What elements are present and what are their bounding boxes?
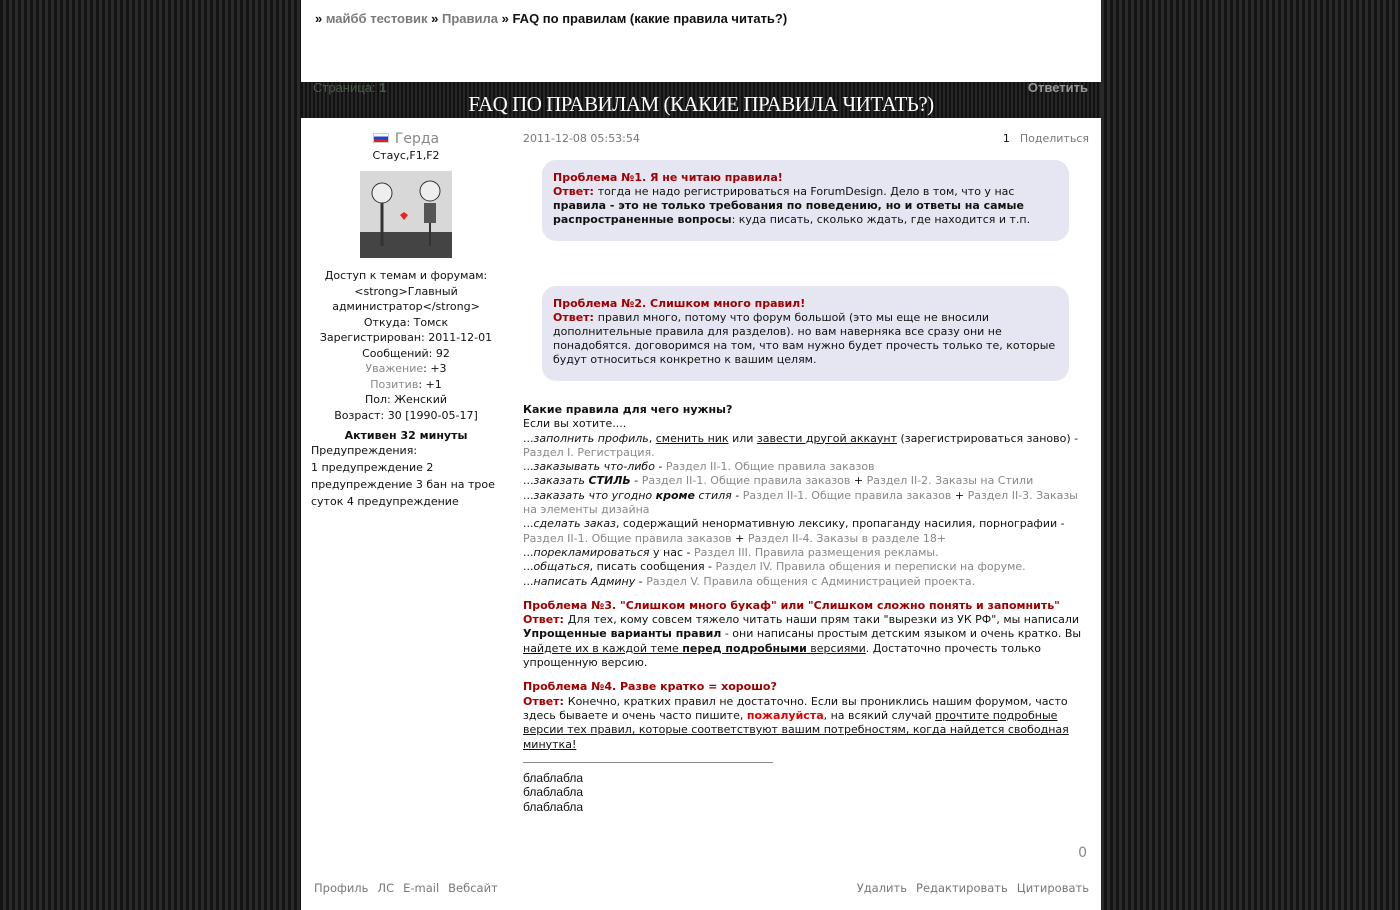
text-segment: + bbox=[731, 531, 748, 545]
breadcrumb-forum[interactable]: майбб тестовик bbox=[325, 11, 428, 26]
forum-page bbox=[301, 0, 1101, 910]
author-registered: Зарегистрирован: 2011-12-01 bbox=[319, 331, 493, 344]
post-content bbox=[523, 160, 1089, 752]
post-rating[interactable]: 0 bbox=[1078, 845, 1087, 861]
respect-link[interactable]: Уважение bbox=[365, 362, 424, 375]
rules-link[interactable]: Раздел II-1. Общие правила заказов bbox=[641, 474, 851, 488]
warnings-text: 1 предупреждение 2 предупреждение 3 бан на трое суток 4 предупреждение bbox=[311, 461, 495, 508]
text-segment: заказать bbox=[533, 474, 589, 488]
breadcrumb-sep: » bbox=[501, 11, 509, 26]
text-segment: , содержащий ненормативную лексику, пропаганду насилия, порнографии - bbox=[615, 517, 1065, 531]
page-label: Страница: bbox=[313, 80, 376, 95]
rules-link[interactable]: прочтите подробные версии тех правил, которые соответствуют вашим потребностям, когда найдется свободная минутка! bbox=[523, 708, 1069, 751]
author-panel bbox=[311, 132, 501, 510]
author-respect bbox=[311, 361, 501, 377]
rules-link[interactable]: версиями bbox=[806, 641, 866, 655]
text-segment: (зарегистрироваться заново) - bbox=[896, 431, 1079, 445]
faq-section bbox=[523, 599, 1089, 670]
signature-line: блаблабла bbox=[523, 799, 584, 814]
text-segment: - bbox=[635, 574, 647, 588]
text-segment: - bbox=[654, 460, 666, 474]
delete-button[interactable]: Удалить bbox=[856, 881, 908, 895]
author-positive bbox=[311, 377, 501, 393]
text-segment: - они написаны простым детским языком и очень кратко. Вы bbox=[721, 627, 1082, 641]
page-number[interactable]: 1 bbox=[379, 80, 387, 95]
website-link[interactable]: Вебсайт bbox=[448, 881, 498, 895]
text-segment: Какие правила для чего нужны? bbox=[523, 403, 733, 416]
text-segment: ... bbox=[523, 517, 534, 531]
edit-button[interactable]: Редактировать bbox=[916, 881, 1008, 895]
rules-link[interactable]: Раздел II-1. Общие правила заказов bbox=[523, 531, 732, 545]
rules-link[interactable]: сменить ник bbox=[655, 431, 729, 445]
text-segment: кроме bbox=[655, 488, 695, 502]
text-segment: ... bbox=[523, 460, 534, 474]
post-actions bbox=[857, 881, 1098, 895]
faq-section bbox=[523, 680, 1089, 751]
text-segment: написать Админу bbox=[533, 574, 636, 588]
post-date: 2011-12-08 05:53:54 bbox=[523, 132, 640, 145]
pm-link[interactable]: ЛС bbox=[377, 881, 395, 895]
text-segment: тогда не надо регистрироваться на ForumDesign. Дело в том, что у нас bbox=[597, 185, 1015, 198]
text-segment: заказать что угодно bbox=[533, 488, 656, 502]
rules-link[interactable]: Раздел II-4. Заказы в разделе 18+ bbox=[747, 531, 947, 545]
rules-link[interactable]: Раздел III. Правила размещения рекламы. bbox=[693, 545, 939, 559]
rules-link[interactable]: Раздел I. Регистрация. bbox=[523, 445, 655, 459]
positive-value: : +1 bbox=[418, 377, 442, 391]
text-segment: Ответ: bbox=[523, 613, 568, 627]
faq-section bbox=[523, 403, 1089, 589]
text-segment: порекламироваться bbox=[533, 545, 650, 559]
rules-link[interactable]: Раздел V. Правила общения с Администрацией проекта. bbox=[646, 574, 976, 588]
russia-flag-icon bbox=[373, 133, 389, 143]
text-segment: + bbox=[951, 488, 968, 502]
text-segment: + bbox=[850, 474, 867, 488]
breadcrumb-current: FAQ по правилам (какие правила читать?) bbox=[512, 11, 788, 26]
text-segment: у нас - bbox=[649, 545, 694, 559]
email-link[interactable]: E-mail bbox=[403, 881, 440, 895]
rules-link[interactable]: Раздел IV. Правила общения и переписки на форуме. bbox=[715, 560, 1026, 574]
text-segment: ... bbox=[523, 488, 534, 502]
author-age: Возраст: 30 [1990-05-17] bbox=[334, 408, 478, 422]
rules-link[interactable]: завести другой аккаунт bbox=[756, 431, 897, 445]
author-links bbox=[314, 881, 507, 895]
faq-box bbox=[542, 286, 1069, 381]
post-body bbox=[523, 132, 1089, 814]
text-segment: ... bbox=[523, 574, 534, 588]
reply-button[interactable]: Ответить bbox=[1027, 80, 1088, 95]
topic-header bbox=[301, 82, 1101, 118]
signature-line: блаблабла bbox=[523, 770, 584, 785]
faq-box bbox=[542, 160, 1069, 241]
breadcrumb-sep: » bbox=[315, 11, 323, 26]
author-active: Активен 32 минуты bbox=[344, 429, 468, 442]
text-segment: общаться bbox=[533, 560, 590, 574]
author-gender: Пол: Женский bbox=[364, 393, 448, 406]
signature bbox=[523, 762, 773, 815]
text-segment: Проблема №4. Разве кратко = хорошо? bbox=[523, 680, 777, 694]
rules-link[interactable]: Раздел II-3. Заказы на элементы дизайна bbox=[523, 488, 1078, 517]
rules-link[interactable]: найдете их в каждой теме bbox=[523, 641, 683, 655]
text-segment: правил много, потому что форум большой (это мы еще не вносили дополнительные правила для разделов). но вам наверняка все сразу они не понадобятся. договоримся на том, что вам нужно будет прочесть только те, которые будут относиться конкретно к вашим целям. bbox=[553, 311, 1056, 366]
text-segment: , писать сообщения - bbox=[589, 560, 716, 574]
author-name[interactable]: Герда bbox=[394, 131, 440, 147]
share-link[interactable]: Поделиться bbox=[1019, 132, 1089, 145]
breadcrumb bbox=[315, 11, 787, 26]
rules-link[interactable]: перед подробными bbox=[682, 641, 807, 655]
text-segment: Если вы хотите.... bbox=[523, 417, 627, 431]
text-segment: сделать заказ bbox=[533, 517, 616, 531]
text-segment: ... bbox=[523, 431, 534, 445]
text-segment: Проблема №3. "Слишком много букаф" или "Слишком сложно понять и запомнить" bbox=[523, 598, 1060, 612]
avatar bbox=[360, 171, 452, 258]
positive-link[interactable]: Позитив bbox=[370, 377, 419, 391]
text-segment: Конечно, кратких правил не достаточно. Если вы прониклись нашим форумом, часто здесь бываете и очень часто пишите, bbox=[523, 694, 1068, 722]
text-segment: правила - это не только требования по поведению, но и ответы на самые распространенные вопросы bbox=[553, 199, 1024, 226]
text-segment: - bbox=[731, 488, 743, 502]
text-segment: - bbox=[630, 474, 642, 488]
text-segment: Ответ: bbox=[553, 311, 598, 324]
text-segment: Ответ: bbox=[523, 694, 568, 708]
text-segment: пожалуйста bbox=[746, 708, 824, 722]
text-segment: . Достаточно прочесть только упрощенную версию. bbox=[523, 641, 1041, 670]
text-segment: Упрощенные варианты правил bbox=[523, 627, 722, 641]
text-segment: ... bbox=[523, 560, 534, 574]
author-group: <strong>Главный администратор</strong> bbox=[332, 284, 480, 313]
text-segment: Ответ: bbox=[553, 185, 598, 198]
respect-value: : +3 bbox=[423, 362, 447, 375]
warnings-label: Предупреждения: bbox=[311, 444, 418, 457]
post-number[interactable]: 1 bbox=[1002, 132, 1010, 145]
topic-title: FAQ ПО ПРАВИЛАМ (КАКИЕ ПРАВИЛА ЧИТАТЬ?) bbox=[468, 92, 934, 116]
text-segment: ... bbox=[523, 474, 534, 488]
breadcrumb-rules[interactable]: Правила bbox=[441, 11, 498, 26]
author-posts: Сообщений: 92 bbox=[362, 346, 450, 360]
post-meta bbox=[1003, 132, 1089, 145]
text-segment: или bbox=[728, 431, 757, 445]
text-segment: заполнить профиль bbox=[533, 431, 649, 445]
text-segment: Проблема №2. Слишком много правил! bbox=[553, 297, 806, 310]
breadcrumb-sep: » bbox=[431, 11, 439, 26]
text-segment: стиля bbox=[695, 488, 732, 502]
text-segment: , на всякий случай bbox=[823, 708, 936, 722]
text-segment: Проблема №1. Я не читаю правила! bbox=[553, 171, 783, 184]
text-segment: Для тех, кому совсем тяжело читать наши прям таки "вырезки из УК РФ", мы написали bbox=[567, 613, 1080, 627]
text-segment: ... bbox=[523, 545, 534, 559]
author-access: Доступ к темам и форумам: bbox=[324, 269, 488, 282]
text-segment: , bbox=[648, 431, 656, 445]
profile-link[interactable]: Профиль bbox=[314, 881, 369, 895]
rules-link[interactable]: Раздел II-1. Общие правила заказов bbox=[665, 460, 875, 474]
text-segment: заказывать что-либо bbox=[533, 460, 655, 474]
author-warnings bbox=[311, 442, 501, 510]
author-status: Стаус,F1,F2 bbox=[372, 148, 440, 162]
rules-link[interactable]: Раздел II-1. Общие правила заказов bbox=[742, 488, 952, 502]
text-segment: СТИЛЬ bbox=[588, 474, 631, 488]
signature-line: блаблабла bbox=[523, 785, 584, 800]
author-location: Откуда: Томск bbox=[363, 315, 449, 329]
quote-button[interactable]: Цитировать bbox=[1016, 881, 1089, 895]
rules-link[interactable]: Раздел II-2. Заказы на Стили bbox=[866, 474, 1034, 488]
text-segment: : куда писать, сколько ждать, где находится и т.п. bbox=[731, 213, 1031, 226]
